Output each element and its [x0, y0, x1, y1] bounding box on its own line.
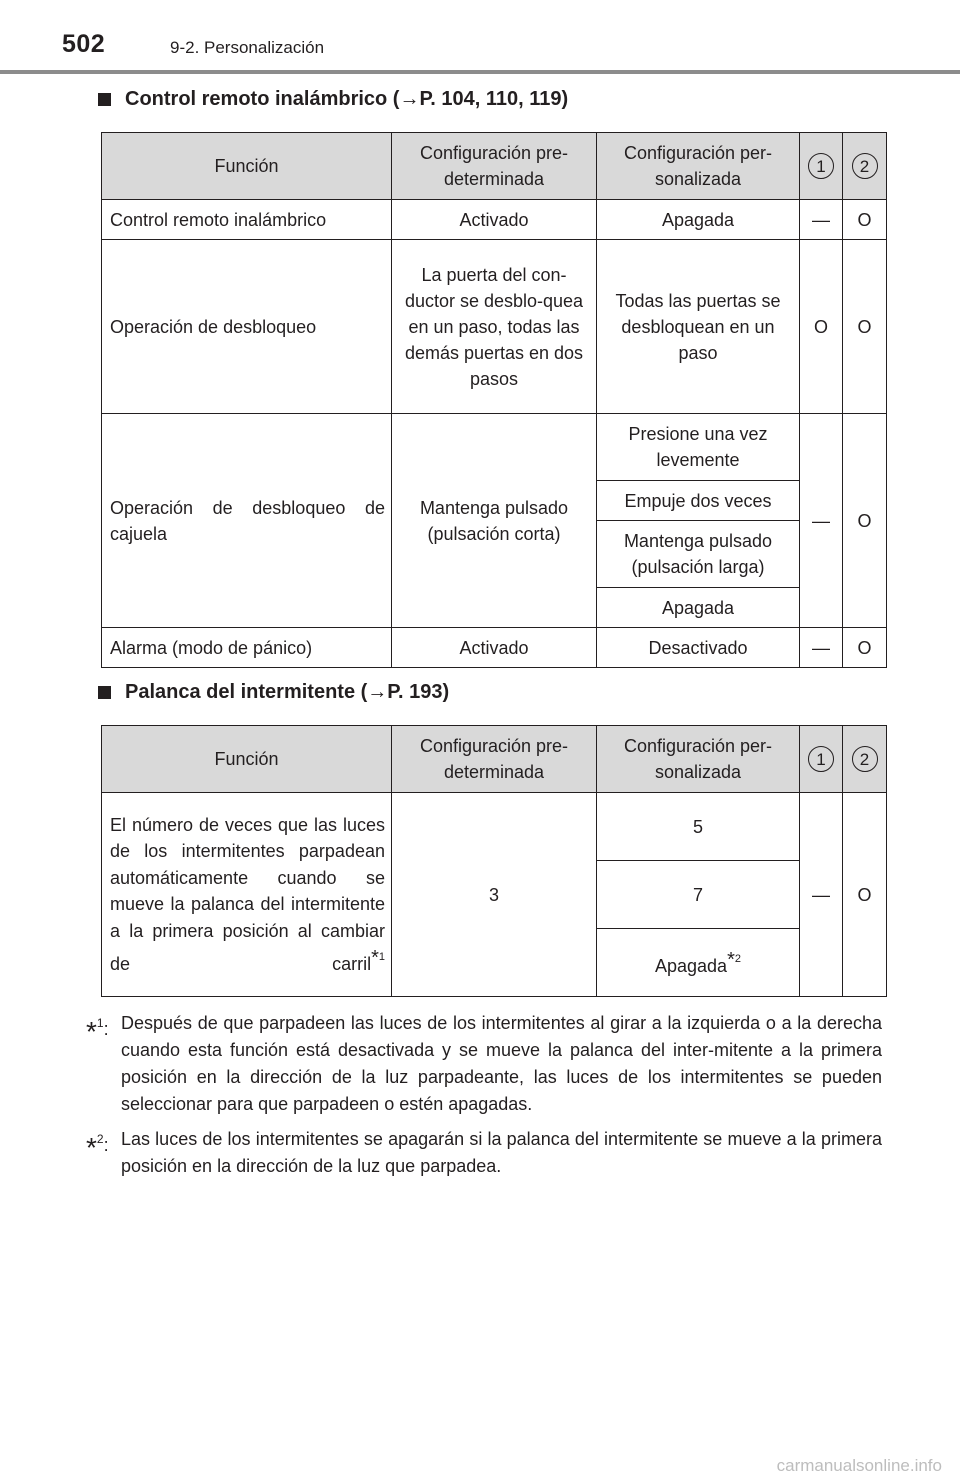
custom-cell: 7: [597, 861, 800, 929]
header-custom-config: Configuración per-sonalizada: [597, 726, 800, 793]
table-row: [102, 200, 887, 240]
header-custom-config: Configuración per-sonalizada: [597, 133, 800, 200]
page-number: 502: [62, 30, 106, 58]
table-turn-signal-lever: [101, 725, 887, 997]
page-header: [0, 0, 960, 78]
function-text: El número de veces que las luces de los intermitentes parpadean automáticamente cuando se mueve la palanca del intermitente a la primera posición al cambiar de carril: [110, 814, 385, 974]
custom-cell: Desactivado: [597, 628, 800, 668]
footnote-text: Después de que parpadeen las luces de los intermitentes al girar a la izquierda o a la derecha cuando esta función está desactivada y se mueve la palanca del inter-mitente a la primera posición en la dirección de la luz parpadeante, las luces de los intermitentes se pueden seleccionar para que parpadeen o estén apagadas.: [121, 1013, 882, 1114]
circled-one-icon: 1: [808, 746, 834, 772]
table-row: [102, 793, 887, 861]
col1-cell: —: [800, 793, 843, 997]
col2-cell: O: [843, 200, 887, 240]
default-cell: 3: [392, 793, 597, 997]
col1-cell: O: [800, 240, 843, 414]
header-rule: [0, 70, 960, 74]
col1-cell: —: [800, 414, 843, 628]
header-default-config: Configuración pre-determinada: [392, 726, 597, 793]
custom-cell: 5: [597, 793, 800, 861]
col2-cell: O: [843, 240, 887, 414]
col2-cell: O: [843, 414, 887, 628]
custom-cell: Todas las puertas se desbloquean en un paso: [597, 240, 800, 414]
footnote-1: [86, 1010, 882, 1118]
header-col2: [843, 133, 887, 200]
custom-cell: Presione una vez levemente: [597, 414, 800, 481]
footnote-2: [86, 1126, 882, 1180]
function-cell: Operación de desbloqueo: [102, 240, 392, 414]
circled-one-icon: 1: [808, 153, 834, 179]
footnote-asterisk: *: [727, 949, 735, 971]
function-cell: [102, 414, 392, 628]
footnotes: [86, 1010, 882, 1188]
custom-cell: [597, 929, 800, 997]
custom-cell: Mantenga pulsado (pulsación larga): [597, 521, 800, 588]
header-col1: [800, 133, 843, 200]
function-text: Operación de desbloqueo de cajuela: [110, 497, 385, 544]
heading-wireless-remote: [98, 88, 568, 111]
header-default-config: Configuración pre-determinada: [392, 133, 597, 200]
header-function: Función: [102, 133, 392, 200]
custom-cell: Empuje dos veces: [597, 481, 800, 521]
custom-cell: Apagada: [597, 200, 800, 240]
function-cell: [102, 793, 392, 997]
heading-turn-signal-lever: [98, 681, 449, 704]
default-cell: La puerta del con-ductor se desblo-quea en un paso, todas las demás puertas en dos pasos: [392, 240, 597, 414]
col2-cell: O: [843, 628, 887, 668]
table-row: [102, 628, 887, 668]
watermark: carmanualsonline.info: [776, 1456, 942, 1475]
footnote-marker: *$^1$:: [86, 1016, 109, 1047]
function-cell: Alarma (modo de pánico): [102, 628, 392, 668]
table-header-row: [102, 726, 887, 793]
table-row: [102, 240, 887, 414]
header-function: Función: [102, 726, 392, 793]
circled-two-icon: 2: [852, 153, 878, 179]
square-bullet-icon: [98, 686, 111, 699]
header-col1: [800, 726, 843, 793]
table-header-row: [102, 133, 887, 200]
footnote-marker: *$^2$:: [86, 1132, 109, 1163]
footnote-asterisk: *: [371, 947, 379, 969]
default-cell: Activado: [392, 200, 597, 240]
default-cell: Mantenga pulsado (pulsación corta): [392, 414, 597, 628]
col2-cell: O: [843, 793, 887, 997]
default-cell: Activado: [392, 628, 597, 668]
heading-text: Palanca del intermitente (→P. 193): [125, 681, 450, 703]
custom-text: Apagada: [655, 956, 728, 976]
circled-two-icon: 2: [852, 746, 878, 772]
col1-cell: —: [800, 628, 843, 668]
table-row: [102, 414, 887, 481]
heading-text: Control remoto inalámbrico (→P. 104, 110, 119): [125, 88, 569, 110]
footnote-ref: 1: [378, 951, 385, 963]
col1-cell: —: [800, 200, 843, 240]
function-cell: Control remoto inalámbrico: [102, 200, 392, 240]
header-col2: [843, 726, 887, 793]
footnote-text: Las luces de los intermitentes se apagarán si la palanca del intermitente se mueve a la primera posición en la dirección de la luz que parpadea.: [121, 1129, 882, 1176]
custom-cell: Apagada: [597, 588, 800, 628]
footnote-ref: 2: [734, 953, 741, 965]
table-wireless-remote: [101, 132, 887, 668]
section-title: 9-2. Personalización: [170, 38, 325, 57]
square-bullet-icon: [98, 93, 111, 106]
